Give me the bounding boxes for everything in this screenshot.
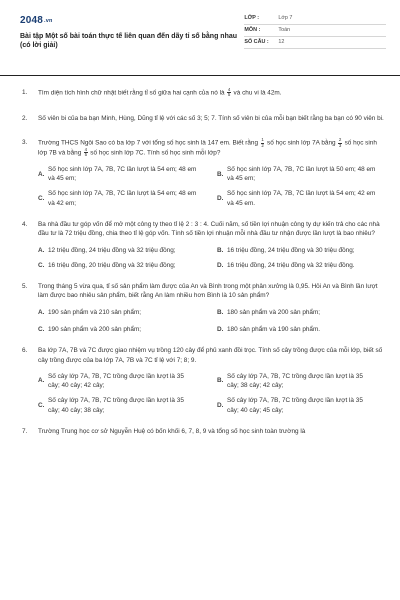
question-text: Trong tháng 5 vừa qua, tỉ số sản phẩm làm được của An và Bình trong một phân xưởng là 0,95. Hỏi An và Bình lần lượt làm được bao nhiêu sản phẩm, biết rằng An làm nhiều hơn Bình là 10 sản phẩm? — [38, 283, 378, 300]
option-text: 16 triệu đồng, 20 triệu đồng và 32 triệu đồng; — [48, 261, 176, 269]
fraction — [338, 138, 341, 148]
question-2 — [20, 114, 386, 123]
question-4 — [20, 220, 386, 239]
option-c[interactable] — [38, 189, 207, 208]
option-letter: B. — [217, 246, 224, 254]
question-1 — [20, 88, 386, 98]
question-number: 2. — [22, 114, 28, 122]
option-letter: D. — [217, 195, 224, 203]
fraction — [227, 88, 230, 98]
option-letter: C. — [38, 261, 45, 269]
option-text: 16 triệu đồng, 24 triệu đồng và 30 triệu đồng; — [227, 246, 355, 254]
option-b[interactable] — [217, 246, 386, 255]
option-text: 12 triệu đồng, 24 triệu đồng và 32 triệu đồng; — [48, 246, 176, 254]
option-letter: D. — [217, 326, 224, 333]
option-d[interactable] — [217, 325, 386, 334]
option-text: Số học sinh lớp 7A, 7B, 7C lần lượt là 54 em; 42 em và 45 em. — [227, 190, 376, 207]
numerator: 2 — [338, 137, 342, 143]
option-c[interactable] — [38, 325, 207, 334]
fraction — [261, 138, 264, 148]
answer-options — [38, 372, 386, 415]
option-text: Số cây lớp 7A, 7B, 7C trồng được lần lượt là 35 cây; 40 cây; 45 cây; — [227, 397, 363, 414]
denominator: 5 — [84, 152, 88, 158]
option-letter: C. — [38, 195, 45, 203]
option-a[interactable] — [38, 372, 207, 391]
option-d[interactable] — [217, 396, 386, 415]
question-number: 4. — [22, 221, 28, 229]
meta-row-count — [244, 37, 386, 49]
option-a[interactable] — [38, 165, 207, 184]
option-text: 180 sản phẩm và 200 sản phẩm; — [227, 308, 321, 316]
meta-key: SỐ CÂU : — [244, 38, 269, 45]
text-part: Tìm diện tích hình chữ nhật biết rằng tỉ số giữa hai cạnh của nó là — [38, 89, 227, 97]
text-part: số học sinh lớp 7B và bằng — [38, 139, 377, 157]
question-7 — [20, 427, 386, 436]
meta-row-class — [244, 13, 386, 25]
question-number: 6. — [22, 347, 28, 355]
meta-table — [244, 13, 386, 49]
option-d[interactable] — [217, 189, 386, 208]
question-text: Ba nhà đầu tư góp vốn để mở một công ty theo tỉ lệ 2 : 3 : 4. Cuối năm, số tiền lợi nhuận công ty dự kiến trả cho các nhà đầu tư là 72 triệu đồng, chia theo tỉ lệ góp vốn. Tính số tiền lợi nhuận mỗi nhà đầu tư nhận được lần lượt là bao nhiêu? — [38, 221, 380, 238]
numerator: 4 — [227, 87, 231, 92]
option-a[interactable] — [38, 246, 207, 255]
question-number: 1. — [22, 89, 28, 96]
logo-suffix: .vn — [44, 18, 53, 24]
option-letter: D. — [217, 261, 224, 269]
option-c[interactable] — [38, 396, 207, 415]
option-b[interactable] — [217, 308, 386, 317]
option-letter: A. — [38, 170, 45, 178]
question-3 — [20, 138, 386, 158]
answer-options — [38, 165, 386, 208]
option-text: 190 sản phẩm và 210 sản phẩm; — [48, 308, 142, 316]
option-letter: B. — [217, 170, 224, 178]
option-text: Số học sinh lớp 7A, 7B, 7C lần lượt là 54 em; 48 em và 42 em; — [48, 190, 197, 207]
numerator: 4 — [84, 147, 88, 153]
option-letter: A. — [38, 308, 45, 316]
option-letter: D. — [217, 402, 224, 410]
option-c[interactable] — [38, 261, 207, 270]
header-divider — [0, 75, 400, 76]
answer-options — [38, 308, 386, 335]
option-b[interactable] — [217, 165, 386, 184]
question-text — [38, 88, 386, 98]
site-logo[interactable] — [20, 14, 244, 29]
meta-key: MÔN : — [244, 26, 261, 33]
option-letter: A. — [38, 377, 45, 385]
option-text: Số cây lớp 7A, 7B, 7C trồng được lần lượt là 35 cây; 38 cây; 42 cây; — [227, 372, 363, 390]
question-number: 5. — [22, 283, 28, 291]
question-6 — [20, 346, 386, 365]
denominator: 3 — [338, 142, 342, 148]
option-letter: C. — [38, 402, 45, 410]
text-part: Trường THCS Ngôi Sao có ba lớp 7 với tổng số học sinh là 147 em. Biết rằng — [38, 139, 260, 147]
meta-value: Toán — [278, 26, 291, 33]
denominator: 2 — [261, 142, 264, 148]
question-number: 7. — [22, 427, 28, 435]
option-text: 190 sản phẩm và 200 sản phẩm; — [48, 326, 142, 333]
answer-options — [38, 246, 386, 271]
text-part: số học sinh lớp 7A bằng — [265, 139, 338, 147]
denominator: 5 — [227, 92, 231, 98]
fraction — [84, 148, 87, 158]
meta-key: LỚP : — [244, 14, 260, 21]
option-d[interactable] — [217, 261, 386, 270]
option-text: Số cây lớp 7A, 7B, 7C trồng được lần lượt là 35 cây; 40 cây; 38 cây; — [48, 397, 184, 414]
option-letter: B. — [217, 308, 224, 316]
option-text: 180 sản phẩm và 190 sản phẩm. — [227, 326, 321, 333]
question-text — [38, 138, 386, 158]
option-letter: C. — [38, 326, 45, 333]
numerator: 1 — [261, 137, 264, 143]
meta-row-subject — [244, 25, 386, 37]
option-letter: B. — [217, 377, 224, 385]
text-part: và chu vi là 42m. — [231, 89, 282, 97]
question-number: 3. — [22, 139, 28, 147]
meta-value: 12 — [278, 38, 285, 45]
logo-text: 2048 — [20, 15, 44, 26]
option-text: 16 triệu đồng, 24 triệu đồng và 32 triệu đồng. — [227, 261, 355, 269]
option-a[interactable] — [38, 308, 207, 317]
question-text: Trường Trung học cơ sở Nguyễn Huệ có bốn khối 6, 7, 8, 9 và tổng số học sinh toàn trường là — [38, 427, 306, 435]
meta-value: Lớp 7 — [278, 14, 293, 21]
text-part: số học sinh lớp 7C. Tính số học sinh mỗi lớp? — [88, 149, 221, 157]
option-text: Số học sinh lớp 7A, 7B, 7C lần lượt là 54 em; 48 em và 45 em; — [48, 165, 197, 183]
question-5 — [20, 282, 386, 301]
header-left — [20, 14, 244, 51]
option-text: Số cây lớp 7A, 7B, 7C trồng được lần lượt là 35 cây; 40 cây; 42 cây; — [48, 372, 184, 390]
document-title: Bài tập Một số bài toán thực tế liên quan đến dãy tỉ số bằng nhau (có lời giải) — [20, 32, 238, 50]
option-text: Số học sinh lớp 7A, 7B, 7C lần lượt là 50 em; 48 em và 45 em; — [227, 165, 376, 183]
question-text: Số viên bi của ba bạn Minh, Hùng, Dũng tỉ lệ với các số 3; 5; 7. Tính số viên bi của mỗi bạn biết rằng ba bạn có 90 viên bi. — [38, 114, 384, 122]
option-letter: A. — [38, 246, 45, 254]
option-b[interactable] — [217, 372, 386, 391]
question-text: Ba lớp 7A, 7B và 7C được giao nhiệm vụ trồng 120 cây để phủ xanh đồi trọc. Tính số cây trồng được của mỗi lớp, biết số cây trồng được của ba lớp 7A, 7B và 7C tỉ lệ với 7; 8; 9. — [38, 347, 383, 364]
document-header — [20, 14, 386, 72]
